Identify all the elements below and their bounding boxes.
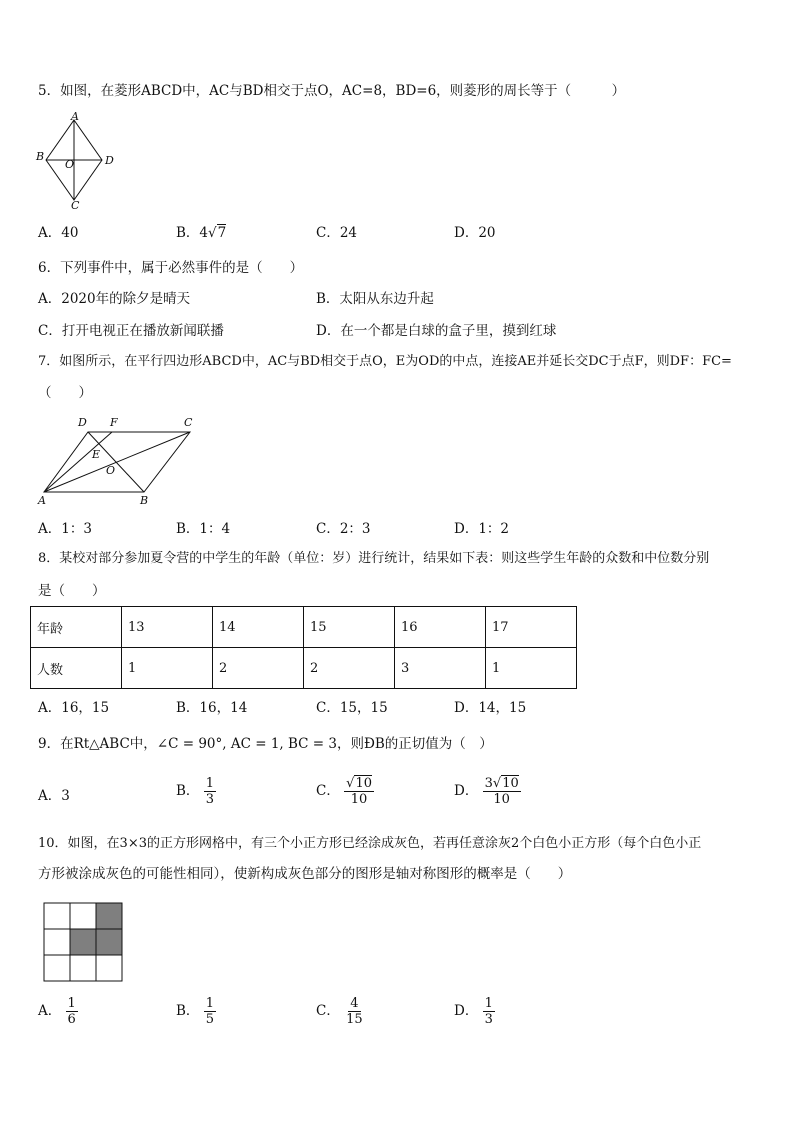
table-cell: 年龄 <box>31 607 122 648</box>
q9-option-d-coef: 3 <box>484 776 493 791</box>
q8-option-c: C．15，15 <box>316 700 388 716</box>
q7-option-d: D．1：2 <box>454 521 510 537</box>
q9-option-d <box>454 776 521 807</box>
q6-option-c: C．打开电视正在播放新闻联播 <box>38 323 224 339</box>
fraction-numerator: 4 <box>350 996 359 1011</box>
table-cell: 2 <box>213 648 304 689</box>
q9-option-b <box>176 776 216 807</box>
q5-option-c: C．24 <box>316 225 358 241</box>
q7-label-b: B <box>140 494 149 507</box>
q7-label-d: D <box>78 416 87 429</box>
fraction-denominator: 10 <box>493 792 510 807</box>
q10-option-d-fraction <box>483 996 495 1027</box>
fraction-numerator: 1 <box>205 776 214 791</box>
q9-option-d-fraction <box>483 776 521 807</box>
q10-option-c <box>316 996 365 1027</box>
q7-option-c: C．2：3 <box>316 521 371 537</box>
q7-label-a: A <box>38 494 46 507</box>
q9-option-c-prefix: C． <box>316 783 340 799</box>
fraction-numerator: 3√10 <box>484 776 519 791</box>
fraction-denominator: 5 <box>205 1012 214 1027</box>
q7-stem-line2: （ ） <box>38 385 92 401</box>
q10-option-c-prefix: C． <box>316 1003 340 1019</box>
q9-stem: 9．在Rt△ABC中，∠C = 90°, AC = 1, BC = 3，则ÐB的正切值为（ ） <box>38 736 493 752</box>
fraction-denominator: 6 <box>67 1012 76 1027</box>
q5-label-b: B <box>36 150 45 163</box>
q5-option-d: D．20 <box>454 225 496 241</box>
table-cell: 3 <box>395 648 486 689</box>
table-cell: 16 <box>395 607 486 648</box>
table-row <box>31 648 577 689</box>
q8-option-b: B．16，14 <box>176 700 248 716</box>
q9-option-c-radicand: 10 <box>355 776 372 791</box>
grid-cell-white <box>70 903 96 929</box>
q7-stem-line1: 7．如图所示，在平行四边形ABCD中，AC与BD相交于点O，E为OD的中点，连接AE并延长交DC于点F，则DF：FC= <box>38 354 732 369</box>
grid-cell-white <box>44 903 70 929</box>
q10-option-a-prefix: A． <box>38 1003 62 1019</box>
q10-stem-line2: 方形被涂成灰色的可能性相同），使新构成灰色部分的图形是轴对称图形的概率是（ ） <box>38 866 572 882</box>
grid-cell-white <box>44 955 70 981</box>
grid-cell-shaded <box>96 929 122 955</box>
q9-option-d-radicand: 10 <box>502 776 519 791</box>
q5-stem: 5．如图，在菱形ABCD中，AC与BD相交于点O，AC=8，BD=6，则菱形的周长等于（ ） <box>38 83 626 99</box>
q5-option-a: A．40 <box>38 225 79 241</box>
q8-stem-line1: 8．某校对部分参加夏令营的中学生的年龄（单位：岁）进行统计，结果如下表：则这些学生年龄的众数和中位数分别 <box>38 551 710 566</box>
q9-option-b-fraction <box>204 776 216 807</box>
grid-cell-white <box>96 955 122 981</box>
q5-label-d: D <box>105 154 114 167</box>
grid-cell-shaded <box>70 929 96 955</box>
q10-option-b <box>176 996 216 1027</box>
q5-option-b: B．4√7 <box>176 225 227 241</box>
table-cell: 1 <box>122 648 213 689</box>
table-row <box>31 607 577 648</box>
q5-option-b-prefix: B． <box>176 225 200 241</box>
q10-option-a <box>38 996 78 1027</box>
q7-label-e: E <box>92 448 101 461</box>
q10-option-c-fraction <box>344 996 365 1027</box>
q5-label-a: A <box>71 112 79 123</box>
q8-option-d: D．14，15 <box>454 700 527 716</box>
table-cell: 14 <box>213 607 304 648</box>
fraction-denominator: 10 <box>350 792 368 807</box>
q10-option-a-fraction <box>66 996 78 1027</box>
fraction-denominator: 3 <box>484 1012 493 1027</box>
q9-option-a: A．3 <box>38 788 70 804</box>
q9-option-c-fraction <box>344 776 374 807</box>
q10-option-d <box>454 996 495 1027</box>
q7-label-f: F <box>110 416 118 429</box>
table-cell: 15 <box>304 607 395 648</box>
q8-option-a: A．16，15 <box>38 700 110 716</box>
table-cell: 17 <box>486 607 577 648</box>
fraction-numerator: 1 <box>67 996 76 1011</box>
q5-option-b-coef: 4 <box>199 225 209 241</box>
fraction-denominator: 3 <box>205 792 214 807</box>
q6-stem: 6．下列事件中，属于必然事件的是（ ） <box>38 260 304 276</box>
q7-parallelogram-figure <box>34 412 200 508</box>
fraction-denominator: 15 <box>346 1012 363 1027</box>
q6-option-d: D．在一个都是白球的盒子里，摸到红球 <box>316 323 557 339</box>
q7-option-a: A．1：3 <box>38 521 92 537</box>
q9-option-d-prefix: D． <box>454 783 479 799</box>
q5-option-b-radicand: 7 <box>217 225 227 241</box>
q9-option-c <box>316 776 374 807</box>
q5-rhombus-figure <box>34 112 124 210</box>
grid-cell-white <box>44 929 70 955</box>
q5-label-o: O <box>65 158 75 171</box>
q10-option-d-prefix: D． <box>454 1003 479 1019</box>
q10-stem-line1: 10．如图，在3×3的正方形网格中，有三个小正方形已经涂成灰色，若再任意涂灰2个白色小正方形（每个白色小正 <box>38 836 702 851</box>
fraction-numerator: 1 <box>205 996 214 1011</box>
table-cell: 2 <box>304 648 395 689</box>
q9-option-b-prefix: B． <box>176 783 200 799</box>
table-cell: 人数 <box>31 648 122 689</box>
q7-label-c: C <box>184 416 193 429</box>
q8-age-table <box>30 606 577 689</box>
table-cell: 13 <box>122 607 213 648</box>
table-cell: 1 <box>486 648 577 689</box>
q10-option-b-fraction <box>204 996 216 1027</box>
q10-option-b-prefix: B． <box>176 1003 200 1019</box>
q5-label-c: C <box>71 199 80 210</box>
grid-cell-white <box>70 955 96 981</box>
q10-grid-figure <box>43 902 125 984</box>
q7-option-b: B．1：4 <box>176 521 231 537</box>
q6-option-a: A．2020年的除夕是晴天 <box>38 291 191 307</box>
q7-label-o: O <box>106 464 116 477</box>
fraction-numerator: √10 <box>346 776 372 791</box>
fraction-numerator: 1 <box>484 996 493 1011</box>
q8-stem-line2: 是（ ） <box>38 583 106 599</box>
q6-option-b: B．太阳从东边升起 <box>316 291 434 307</box>
grid-cell-shaded <box>96 903 122 929</box>
